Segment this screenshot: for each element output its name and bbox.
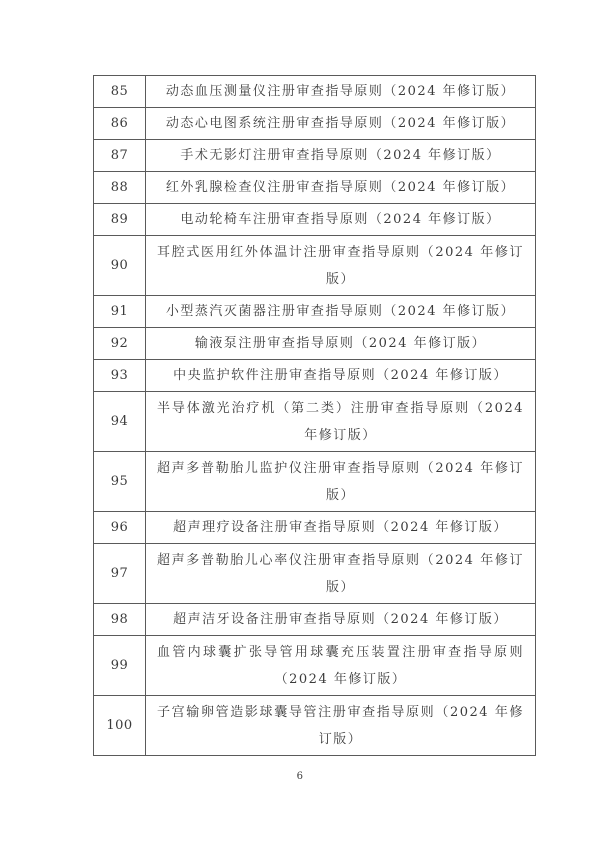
row-title-cell: 耳腔式医用红外体温计注册审查指导原则（2024 年修订版） — [146, 236, 536, 296]
table-row — [94, 512, 536, 544]
table-row — [94, 328, 536, 360]
row-number-cell: 99 — [94, 636, 146, 696]
row-number-cell: 92 — [94, 328, 146, 360]
table-row — [94, 204, 536, 236]
row-number-cell: 100 — [94, 696, 146, 756]
row-title-cell: 电动轮椅车注册审查指导原则（2024 年修订版） — [146, 204, 536, 236]
table-row — [94, 140, 536, 172]
row-title-cell: 子宫输卵管造影球囊导管注册审查指导原则（2024 年修订版） — [146, 696, 536, 756]
table-row — [94, 392, 536, 452]
row-title-cell: 中央监护软件注册审查指导原则（2024 年修订版） — [146, 360, 536, 392]
table-row — [94, 108, 536, 140]
row-title-cell: 超声理疗设备注册审查指导原则（2024 年修订版） — [146, 512, 536, 544]
page-number: 6 — [296, 771, 304, 782]
row-number-cell: 88 — [94, 172, 146, 204]
row-number-cell: 95 — [94, 452, 146, 512]
row-title-cell: 小型蒸汽灭菌器注册审查指导原则（2024 年修订版） — [146, 296, 536, 328]
row-title-cell: 超声洁牙设备注册审查指导原则（2024 年修订版） — [146, 604, 536, 636]
row-number-cell: 94 — [94, 392, 146, 452]
table-row — [94, 452, 536, 512]
row-number-cell: 89 — [94, 204, 146, 236]
row-number-cell: 96 — [94, 512, 146, 544]
row-title-cell: 半导体激光治疗机（第二类）注册审查指导原则（2024 年修订版） — [146, 392, 536, 452]
row-number-cell: 90 — [94, 236, 146, 296]
row-number-cell: 97 — [94, 544, 146, 604]
row-number-cell: 93 — [94, 360, 146, 392]
row-number-cell: 91 — [94, 296, 146, 328]
table-row — [94, 636, 536, 696]
row-title-cell: 超声多普勒胎儿监护仪注册审查指导原则（2024 年修订版） — [146, 452, 536, 512]
table-row — [94, 544, 536, 604]
row-title-cell: 动态心电图系统注册审查指导原则（2024 年修订版） — [146, 108, 536, 140]
row-number-cell: 86 — [94, 108, 146, 140]
row-title-cell: 输液泵注册审查指导原则（2024 年修订版） — [146, 328, 536, 360]
table-row — [94, 296, 536, 328]
guideline-table — [93, 75, 536, 756]
row-title-cell: 动态血压测量仪注册审查指导原则（2024 年修订版） — [146, 76, 536, 108]
table-row — [94, 696, 536, 756]
guideline-table-body — [94, 76, 536, 756]
table-row — [94, 76, 536, 108]
row-number-cell: 87 — [94, 140, 146, 172]
row-title-cell: 超声多普勒胎儿心率仪注册审查指导原则（2024 年修订版） — [146, 544, 536, 604]
row-title-cell: 手术无影灯注册审查指导原则（2024 年修订版） — [146, 140, 536, 172]
table-row — [94, 236, 536, 296]
row-title-cell: 血管内球囊扩张导管用球囊充压装置注册审查指导原则（2024 年修订版） — [146, 636, 536, 696]
table-row — [94, 604, 536, 636]
row-number-cell: 85 — [94, 76, 146, 108]
table-row — [94, 172, 536, 204]
table-row — [94, 360, 536, 392]
row-title-cell: 红外乳腺检查仪注册审查指导原则（2024 年修订版） — [146, 172, 536, 204]
row-number-cell: 98 — [94, 604, 146, 636]
